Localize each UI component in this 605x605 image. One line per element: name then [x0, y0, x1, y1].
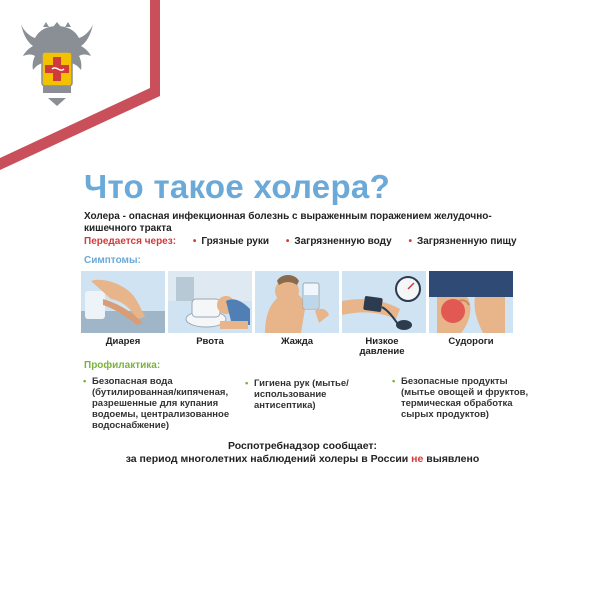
transmission-item: • Грязные руки	[192, 236, 270, 247]
disease-description: Холера - опасная инфекционная болезнь с выраженным поражением желудочно-кишечного тракта	[84, 211, 492, 234]
transmission-label: Передается через:	[84, 236, 177, 247]
transmission-row	[84, 236, 531, 247]
prevention-item-water: • Безопасная вода (бутилированная/кипяченая, разрешенные для купания водоемы, централизованное водоснабжение)	[83, 376, 230, 431]
symptom-label: Диарея	[105, 336, 141, 347]
footer-line-1: Роспотребнадзор сообщает:	[227, 440, 378, 452]
symptom-label: Рвота	[196, 336, 224, 347]
transmission-item: • Загрязненную пищу	[408, 236, 517, 247]
symptom-illustrations	[81, 271, 513, 333]
leg-cramp-illustration	[429, 271, 513, 333]
symptom-label: Судороги	[448, 336, 494, 347]
vomiting-illustration	[168, 271, 252, 333]
footer-line-2: за период многолетних наблюдений холеры в России не выявлено	[125, 453, 480, 465]
footer-highlight: не	[411, 453, 424, 465]
transmission-item: • Загрязненную воду	[285, 236, 392, 247]
prevention-heading: Профилактика:	[84, 360, 161, 371]
symptom-label: Жажда	[280, 336, 314, 347]
rospotrebnadzor-emblem	[18, 16, 96, 108]
symptoms-heading: Симптомы:	[84, 255, 141, 266]
blood-pressure-illustration	[342, 271, 426, 333]
symptom-label: Низкое давление	[359, 336, 405, 357]
prevention-item-food: • Безопасные продукты (мытье овощей и фруктов, термическая обработка сырых продуктов)	[392, 376, 529, 420]
toilet-illustration	[81, 271, 165, 333]
drinking-illustration	[255, 271, 339, 333]
prevention-item-hands: • Гигиена рук (мытье/ использование антисептика)	[245, 378, 349, 411]
poster-title: Что такое холера?	[84, 168, 391, 205]
